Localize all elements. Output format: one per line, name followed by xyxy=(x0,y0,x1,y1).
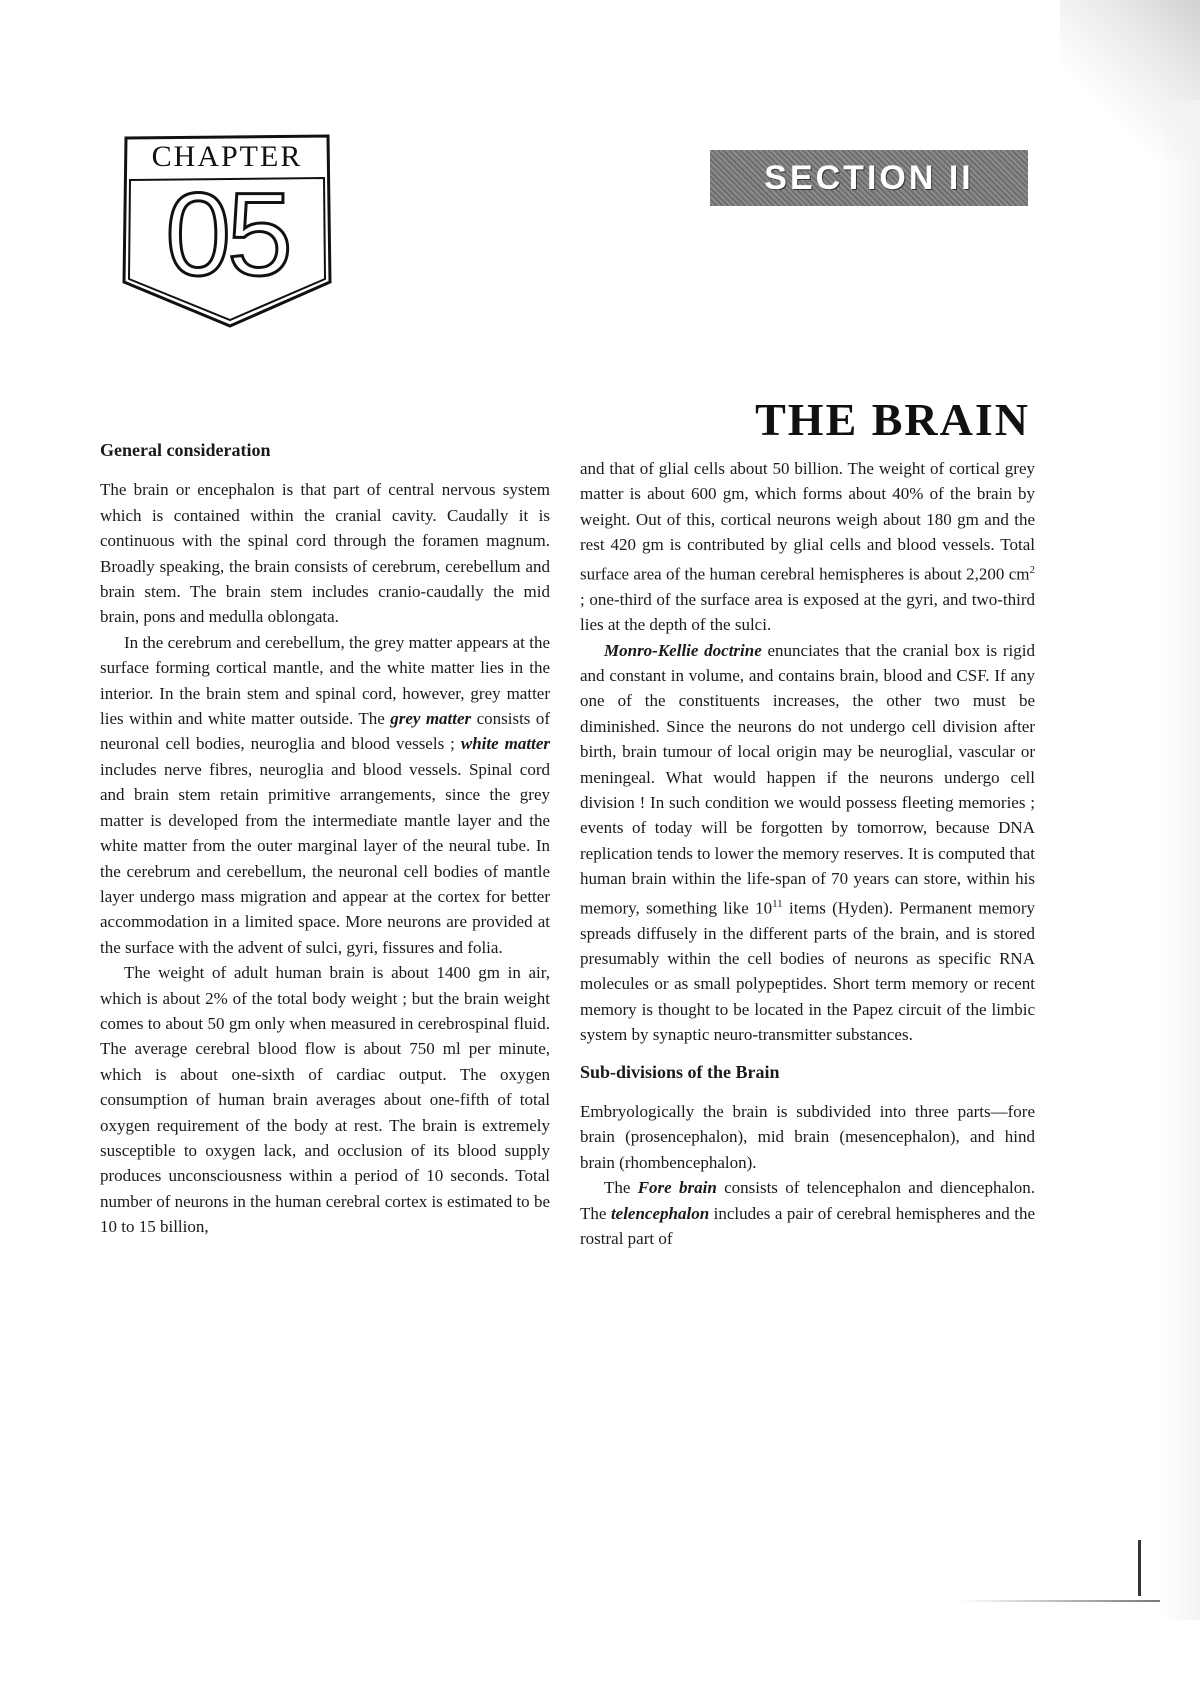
paragraph-text: The weight of adult human brain is about 1400 gm in air, which is about 2% of the total body weight ; but the brain weight comes to about 50 gm only when measured in cerebrospinal fluid. The average cerebral blood flow is about 750 ml per minute, which is about one-sixth of cardiac output. The oxygen consumption of human brain averages about one-fifth of total oxygen requirement of the body at rest. The brain is extremely susceptible to oxygen lack, and occlusion of its blood supply produces unconsciousness within a period of 10 seconds. Total number of neurons in the human cerebral cortex is estimated to be 10 to 15 billion, xyxy=(100,963,550,1237)
paragraph xyxy=(100,960,550,1239)
paragraph-text: ; one-third of the surface area is exposed at the gyri, and two-third lies at the depth of the sulci. xyxy=(580,589,1035,635)
subsection-heading: Sub-divisions of the Brain xyxy=(580,1061,780,1082)
paragraph xyxy=(580,1175,1035,1251)
paragraph-text: The brain or encephalon is that part of central nervous system which is contained within the cranial cavity. Caudally it is continuous with the spinal cord through the foramen magnum. Broadly speaking, the brain consists of cerebrum, cerebellum and brain stem. The brain stem includes cranio-caudally the mid brain, pons and medulla oblongata. xyxy=(100,480,550,627)
paragraph-text: consists of telencephalon and diencephalon. The xyxy=(580,1178,1036,1223)
margin-mark xyxy=(1138,1540,1141,1596)
paragraph-text: Embryologically the brain is subdivided into three parts—fore brain (prosencephalon), mid brain (mesencephalon), and hind brain (rhombencephalon). xyxy=(580,1102,1035,1172)
chapter-number: 05 xyxy=(165,169,289,301)
superscript: 2 xyxy=(1029,563,1035,576)
term-monro-kellie: Monro-Kellie doctrine xyxy=(604,640,762,660)
section-banner xyxy=(710,150,1028,206)
term-white-matter: white matter xyxy=(460,734,550,754)
page-edge-shadow xyxy=(1162,100,1200,1620)
section-label: SECTION II xyxy=(764,158,974,197)
page-title: THE BRAIN xyxy=(755,394,1030,445)
paragraph-text: enunciates that the cranial box is rigid and constant in volume, and contains brain, blood and CSF. If any one of the constituents increases, the other two must be diminished. Since the neurons do not undergo cell division after birth, brain tumour of local origin may be neuroglial, vascular or meningeal. What would happen if the neurons undergo cell division ! In such condition we would possess fleeting memories ; events of today will be forgotten by tomorrow, because DNA replication tends to lower the memory reserves. It is computed that human brain within the life-span of 70 years can store, within his memory, something like 10 xyxy=(580,640,1035,918)
term-grey-matter: grey matter xyxy=(390,709,472,729)
paragraph xyxy=(580,638,1035,1048)
superscript: 11 xyxy=(772,897,783,910)
chapter-badge xyxy=(118,132,336,332)
term-telencephalon: telencephalon xyxy=(610,1203,710,1223)
paragraph xyxy=(580,456,1035,638)
paragraph-text: consists of neuronal cell bodies, neuroglia and blood vessels ; xyxy=(100,709,551,754)
paragraph-text: The xyxy=(604,1178,638,1198)
term-fore-brain: Fore brain xyxy=(637,1178,717,1198)
chapter-label: CHAPTER xyxy=(151,140,303,173)
scan-edge-line xyxy=(960,1600,1160,1602)
paragraph xyxy=(100,630,550,960)
paragraph-text: items (Hyden). Permanent memory spreads diffusely in the different parts of the brain, and is stored presumably within the cell bodies of neurons as specific RNA molecules or as small polypeptides. Short term memory or recent memory is thought to be located in the Papez circuit of the limbic system by synaptic neuro-transmitter substances. xyxy=(580,898,1036,1045)
paragraph xyxy=(100,477,550,629)
left-column xyxy=(100,438,550,1240)
section-heading: General consideration xyxy=(100,440,271,460)
paragraph-text: includes a pair of cerebral hemispheres and the rostral part of xyxy=(580,1203,1035,1249)
paragraph-text: and that of glial cells about 50 billion. The weight of cortical grey matter is about 600 gm, which forms about 40% of the brain by weight. Out of this, cortical neurons weigh about 180 gm and the rest 420 gm is contributed by glial cells and blood vessels. Total surface area of the human cerebral hemispheres is about 2,200 cm xyxy=(580,459,1035,584)
paragraph xyxy=(580,1099,1035,1175)
paragraph-text: In the cerebrum and cerebellum, the grey matter appears at the surface forming cortical mantle, and the white matter lies in the interior. In the brain stem and spinal cord, however, grey matter lies within and white matter outside. The xyxy=(100,632,550,729)
paragraph-text: includes nerve fibres, neuroglia and blood vessels. Spinal cord and brain stem retain primitive arrangements, since the grey matter is developed from the intermediate mantle layer and the white matter from the outer marginal layer of the neural tube. In the cerebrum and cerebellum, the neuronal cell bodies of mantle layer undergo mass migration and appear at the cortex for better accommodation in a limited space. More neurons are provided at the surface with the advent of sulci, gyri, fissures and folia. xyxy=(100,759,550,957)
right-column xyxy=(580,456,1035,1252)
